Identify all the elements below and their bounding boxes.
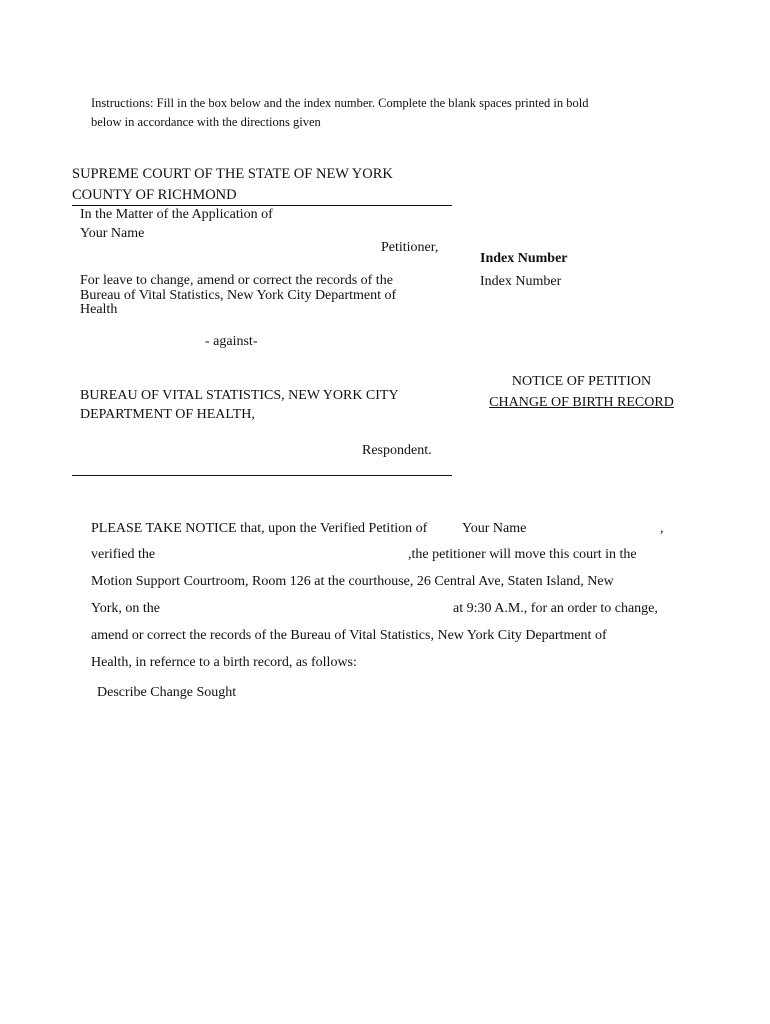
notice-title: NOTICE OF PETITION xyxy=(511,374,652,389)
court-name: SUPREME COURT OF THE STATE OF NEW YORK xyxy=(72,166,393,182)
instructions-line-2: below in accordance with the directions given xyxy=(91,115,321,129)
notice-line-6: Health, in refernce to a birth record, as follows: xyxy=(91,655,357,670)
notice-line-4-start: York, on the xyxy=(91,601,160,616)
verified-date-field[interactable] xyxy=(168,546,398,564)
notice-line-5: amend or correct the records of the Bureau of Vital Statistics, New York City Department of xyxy=(91,628,607,643)
respondent-label: Respondent. xyxy=(362,443,432,458)
notice-line-1-comma: , xyxy=(660,521,664,536)
notice-line-2-end: ,the petitioner will move this court in the xyxy=(408,547,637,562)
petitioner-label: Petitioner, xyxy=(381,240,439,255)
verified-petitioner-name-field[interactable]: Your Name xyxy=(462,521,527,536)
respondent-line-1: BUREAU OF VITAL STATISTICS, NEW YORK CITY xyxy=(80,388,399,403)
caption-bottom-rule xyxy=(72,475,452,476)
matter-line: In the Matter of the Application of xyxy=(80,207,273,222)
respondent-line-2: DEPARTMENT OF HEALTH, xyxy=(80,407,255,422)
notice-line-4-end: at 9:30 A.M., for an order to change, xyxy=(453,601,658,616)
index-number-field[interactable]: Index Number xyxy=(480,274,562,289)
purpose-line-2: Bureau of Vital Statistics, New York City Department of xyxy=(80,288,397,303)
purpose-line-3: Health xyxy=(80,302,118,317)
against-label: - against- xyxy=(205,334,258,349)
purpose-line-1: For leave to change, amend or correct the records of the xyxy=(80,273,393,288)
change-sought-field[interactable]: Describe Change Sought xyxy=(97,685,237,700)
notice-line-2-start: verified the xyxy=(91,547,156,562)
notice-line-1-text: PLEASE TAKE NOTICE that, upon the Verified Petition of xyxy=(91,521,428,536)
court-county: COUNTY OF RICHMOND xyxy=(72,187,237,203)
notice-subtitle: CHANGE OF BIRTH RECORD xyxy=(489,395,674,410)
hearing-date-field[interactable] xyxy=(172,600,442,618)
caption-top-rule xyxy=(72,205,452,206)
petitioner-name-field[interactable]: Your Name xyxy=(80,226,145,241)
instructions-line-1: Instructions: Fill in the box below and the index number. Complete the blank spaces printed in bold xyxy=(91,96,589,110)
index-number-heading: Index Number xyxy=(480,251,568,266)
notice-line-3: Motion Support Courtroom, Room 126 at the courthouse, 26 Central Ave, Staten Island, New xyxy=(91,574,614,589)
